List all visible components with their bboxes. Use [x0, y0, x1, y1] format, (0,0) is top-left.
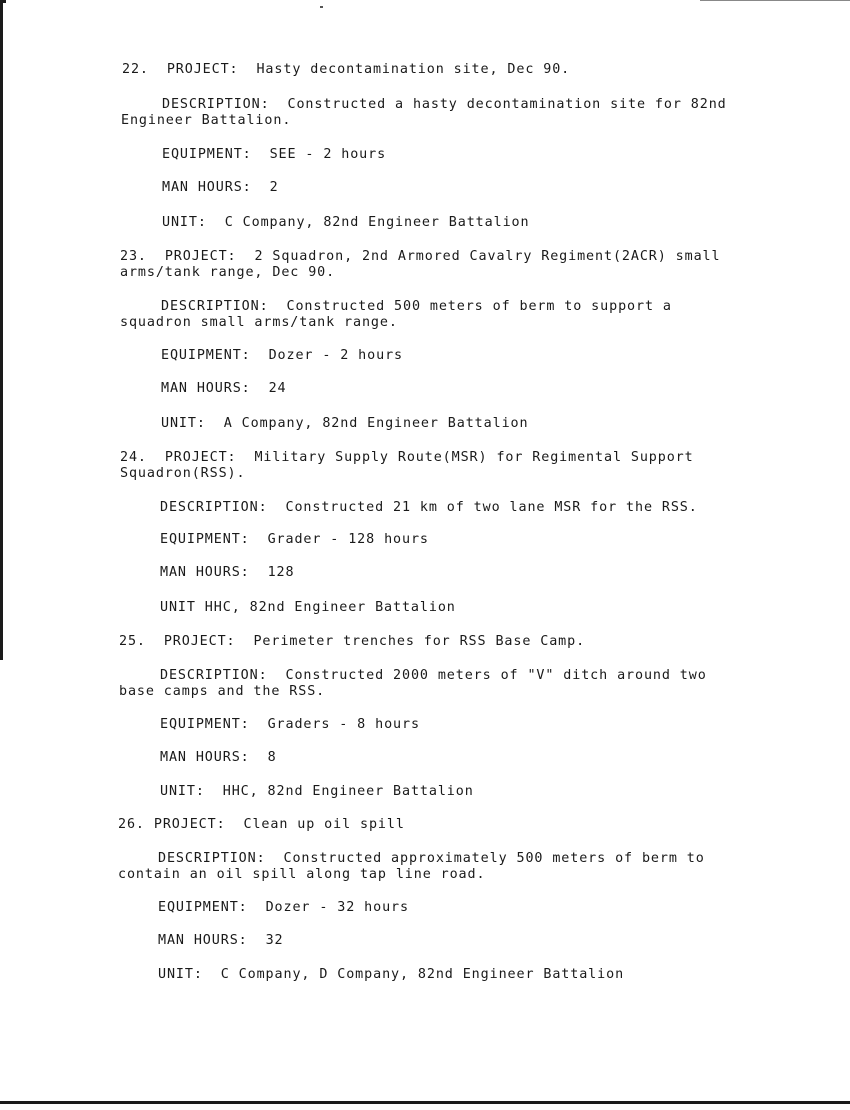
project-24-equipment: EQUIPMENT: Grader - 128 hours — [160, 532, 429, 547]
project-23-title-cont: arms/tank range, Dec 90. — [120, 265, 336, 280]
project-25-description-cont: base camps and the RSS. — [119, 684, 326, 699]
project-23-description: DESCRIPTION: Constructed 500 meters of berm to support a — [161, 299, 672, 314]
project-22-title: 22. PROJECT: Hasty decontamination site, Dec 90. — [122, 62, 571, 77]
project-25-description: DESCRIPTION: Constructed 2000 meters of "V" ditch around two — [160, 668, 707, 683]
project-25-man-hours: MAN HOURS: 8 — [160, 750, 277, 765]
project-25-unit: UNIT: HHC, 82nd Engineer Battalion — [160, 784, 474, 799]
scan-edge-top — [700, 0, 850, 1]
project-22-unit: UNIT: C Company, 82nd Engineer Battalion — [162, 215, 530, 230]
project-26-equipment: EQUIPMENT: Dozer - 32 hours — [158, 900, 409, 915]
project-22-equipment: EQUIPMENT: SEE - 2 hours — [162, 147, 387, 162]
project-26-description-cont: contain an oil spill along tap line road. — [118, 867, 486, 882]
project-25-equipment: EQUIPMENT: Graders - 8 hours — [160, 717, 420, 732]
project-26-unit: UNIT: C Company, D Company, 82nd Engineer Battalion — [158, 967, 625, 982]
project-24-description: DESCRIPTION: Constructed 21 km of two lane MSR for the RSS. — [160, 500, 698, 515]
scan-speck — [320, 6, 323, 8]
project-22-man-hours: MAN HOURS: 2 — [162, 180, 279, 195]
project-23-unit: UNIT: A Company, 82nd Engineer Battalion — [161, 416, 529, 431]
scan-edge-bottom — [0, 1101, 850, 1104]
project-23-man-hours: MAN HOURS: 24 — [161, 381, 287, 396]
project-26-man-hours: MAN HOURS: 32 — [158, 933, 284, 948]
project-22-description: DESCRIPTION: Constructed a hasty decontamination site for 82nd — [162, 97, 727, 112]
project-22-description-cont: Engineer Battalion. — [121, 113, 292, 128]
project-24-man-hours: MAN HOURS: 128 — [160, 565, 295, 580]
project-24-title: 24. PROJECT: Military Supply Route(MSR) for Regimental Support — [120, 450, 694, 465]
project-24-unit: UNIT HHC, 82nd Engineer Battalion — [160, 600, 456, 615]
project-24-title-cont: Squadron(RSS). — [120, 466, 246, 481]
project-26-title: 26. PROJECT: Clean up oil spill — [118, 817, 405, 832]
project-23-equipment: EQUIPMENT: Dozer - 2 hours — [161, 348, 403, 363]
project-26-description: DESCRIPTION: Constructed approximately 500 meters of berm to — [158, 851, 705, 866]
scan-edge-tick — [0, 0, 6, 3]
project-23-description-cont: squadron small arms/tank range. — [120, 315, 398, 330]
project-23-title: 23. PROJECT: 2 Squadron, 2nd Armored Cavalry Regiment(2ACR) small — [120, 249, 721, 264]
scan-edge-left — [0, 0, 3, 660]
project-25-title: 25. PROJECT: Perimeter trenches for RSS Base Camp. — [119, 634, 586, 649]
